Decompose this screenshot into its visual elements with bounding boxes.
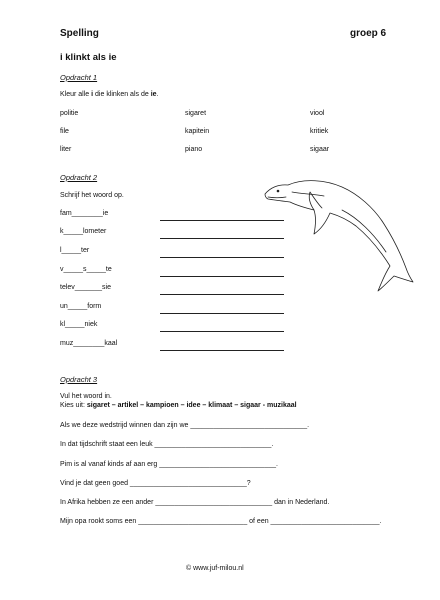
word-fragment: telev_______sie [60, 284, 111, 291]
word-item[interactable]: liter [60, 146, 72, 153]
answer-line[interactable] [160, 294, 284, 295]
answer-line[interactable] [160, 313, 284, 314]
word-fragment: kl_____niek [60, 321, 98, 328]
sentence-item[interactable]: Als we deze wedstrijd winnen dan zijn we ______________________________. [60, 422, 310, 429]
word-fragment: l_____ter [60, 247, 90, 254]
sentence-item[interactable]: In dat tijdschrift staat een leuk ______________________________. [60, 441, 274, 448]
opdracht-3-heading: Opdracht 3 [60, 375, 98, 384]
choice-list: Kies uit: sigaret – artikel – kampioen – idee – klimaat – sigaar - muzikaal [60, 402, 297, 409]
opdracht-1-instruction: Kleur alle i die klinken als de ie. [60, 91, 159, 98]
opdracht-2-instruction: Schrijf het woord op. [60, 192, 124, 199]
sentence-item[interactable]: Mijn opa rookt soms een ____________________________ of een ____________________________. [60, 518, 382, 525]
word-item[interactable]: kritiek [310, 128, 329, 135]
sentence-item[interactable]: In Afrika hebben ze een ander ______________________________ dan in Nederland. [60, 499, 330, 506]
word-fragment: v_____s_____te [60, 266, 112, 273]
sentence-item[interactable]: Pim is al vanaf kinds af aan erg ______________________________. [60, 461, 278, 468]
grade-label: groep 6 [350, 28, 387, 39]
footer-credit: © www.juf-milou.nl [186, 565, 244, 572]
dolphin-icon [262, 180, 414, 292]
word-item[interactable]: sigaret [185, 110, 207, 117]
word-fragment: muz________kaal [60, 340, 118, 347]
answer-line[interactable] [160, 350, 284, 351]
page-title: i klinkt als ie [60, 52, 117, 63]
word-fragment: un_____form [60, 303, 102, 310]
word-item[interactable]: sigaar [310, 146, 330, 153]
word-item[interactable]: viool [310, 110, 325, 117]
subject-label: Spelling [60, 28, 99, 39]
word-fragment: k_____lometer [60, 228, 107, 235]
opdracht-2-heading: Opdracht 2 [60, 173, 98, 182]
word-item[interactable]: piano [185, 146, 203, 153]
sentence-item[interactable]: Vind je dat geen goed ______________________________? [60, 480, 251, 487]
word-item[interactable]: politie [60, 110, 79, 117]
opdracht-1-heading: Opdracht 1 [60, 73, 98, 82]
word-item[interactable]: file [60, 128, 69, 135]
word-fragment: fam________ie [60, 210, 109, 217]
answer-line[interactable] [160, 331, 284, 332]
word-item[interactable]: kapitein [185, 128, 210, 135]
opdracht-3-instruction: Vul het woord in. [60, 393, 112, 400]
